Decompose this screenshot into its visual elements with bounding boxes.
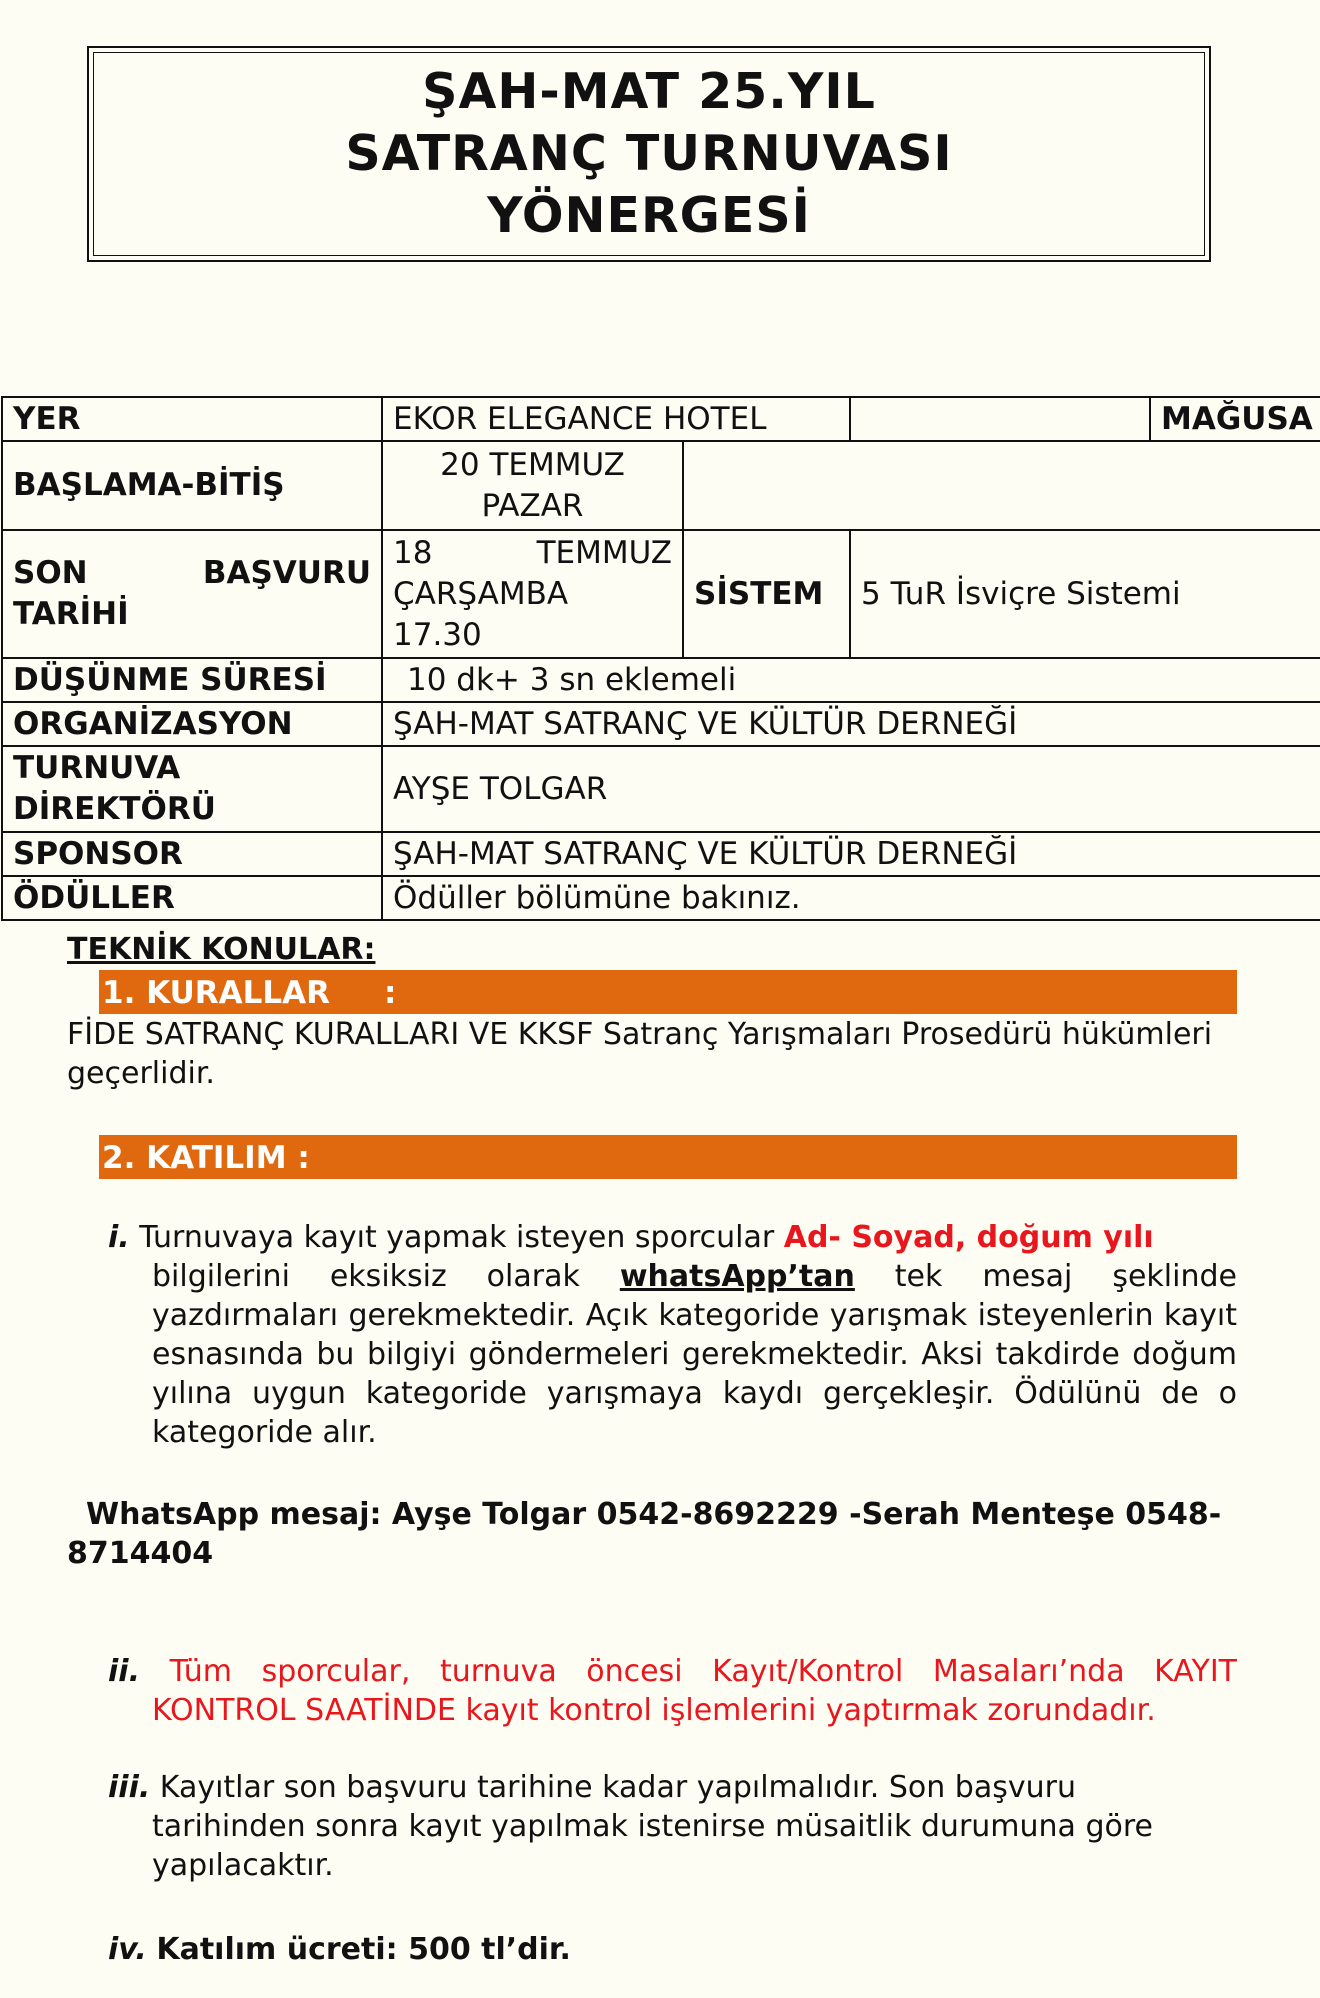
- direktor-label-line-1: TURNUVA: [13, 750, 181, 786]
- whatsapp-line-1: WhatsApp mesaj: Ayşe Tolgar 0542-8692229 -Serah Menteşe 0548-: [86, 1497, 1222, 1532]
- direktor-label: [2, 746, 382, 832]
- katilim-item-iii: [108, 1768, 1237, 1885]
- baslama-date: 20 TEMMUZ: [440, 446, 625, 483]
- sponsor-label: SPONSOR: [2, 832, 382, 876]
- son-value-month: TEMMUZ: [536, 534, 672, 571]
- son-value-day: 18: [393, 534, 433, 571]
- item-i-text-c: tek mesaj şeklinde yazdırmaları gerekmektedir. Açık kategoride yarışmak isteyenlerin kayıt esnasında bu bilgiyi göndermeleri gerekmektedir. Aksi takdirde doğum yılına uygun kategoride yarışmaya kaydı gerçekleşir. Ödülünü de o kategoride alır.: [152, 1259, 1237, 1450]
- kurallar-text-line-2: geçerlidir.: [67, 1056, 215, 1091]
- kurallar-text-line-1: FİDE SATRANÇ KURALLARI VE KKSF Satranç Yarışmaları Prosedürü hükümleri: [67, 1017, 1213, 1052]
- sistem-value: 5 TuR İsviçre Sistemi: [850, 530, 1320, 658]
- item-i-text-b: bilgilerini eksiksiz olarak: [152, 1259, 580, 1294]
- sure-value: 10 dk+ 3 sn eklemeli: [382, 658, 1320, 702]
- item-iv-number: iv.: [108, 1932, 147, 1967]
- baslama-label: BAŞLAMA-BİTİŞ: [2, 441, 382, 530]
- yer-value: EKOR ELEGANCE HOTEL: [382, 397, 850, 441]
- table-row-direktor: [2, 746, 1320, 832]
- teknik-konular-heading: TEKNİK KONULAR:: [67, 932, 376, 967]
- item-iii-number: iii.: [108, 1770, 151, 1805]
- oduller-label: ÖDÜLLER: [2, 876, 382, 920]
- oduller-value: Ödüller bölümüne bakınız.: [382, 876, 1320, 920]
- table-row-organizasyon: [2, 702, 1320, 746]
- table-row-oduller: [2, 876, 1320, 920]
- title-line-3: YÖNERGESİ: [487, 187, 811, 244]
- item-iv-text: Katılım ücreti: 500 tl’dir.: [156, 1932, 571, 1967]
- table-row-yer: [2, 397, 1320, 441]
- item-i-text-a: Turnuvaya kayıt yapmak isteyen sporcular: [139, 1220, 775, 1255]
- kurallar-heading-bar: 1. KURALLAR :: [99, 970, 1237, 1014]
- whatsapp-contact: [67, 1495, 1237, 1573]
- item-ii-text-2: KONTROL SAATİNDE kayıt kontrol işlemlerini yaptırmak zorundadır.: [152, 1693, 1156, 1728]
- table-row-sponsor: [2, 832, 1320, 876]
- son-label-word-2: BAŞVURU: [202, 555, 371, 591]
- info-table: [1, 396, 1320, 921]
- sure-label: DÜŞÜNME SÜRESİ: [2, 658, 382, 702]
- son-basvuru-label: [2, 530, 382, 658]
- item-i-required-fields: Ad- Soyad, doğum yılı: [783, 1220, 1154, 1255]
- son-value-time: 17.30: [393, 616, 482, 653]
- organizasyon-value: ŞAH-MAT SATRANÇ VE KÜLTÜR DERNEĞİ: [382, 702, 1320, 746]
- item-iii-text-3: yapılacaktır.: [152, 1848, 334, 1883]
- item-ii-text-1: Tüm sporcular, turnuva öncesi Kayıt/Kontrol Masaları’nda KAYIT: [169, 1654, 1237, 1689]
- organizasyon-label: ORGANİZASYON: [2, 702, 382, 746]
- yer-label: YER: [2, 397, 382, 441]
- baslama-empty-cell: [683, 441, 1320, 530]
- yer-city: MAĞUSA: [1150, 397, 1320, 441]
- item-ii-number: ii.: [108, 1654, 140, 1689]
- item-i-number: i.: [108, 1220, 130, 1255]
- katilim-item-ii: [108, 1652, 1237, 1730]
- baslama-value: [382, 441, 683, 530]
- title-line-2: SATRANÇ TURNUVASI: [345, 125, 953, 182]
- baslama-day: PAZAR: [481, 487, 584, 524]
- kurallar-text: [67, 1015, 1237, 1093]
- title-box: [87, 46, 1211, 262]
- item-i-continuation: [108, 1257, 1237, 1452]
- table-row-sure: [2, 658, 1320, 702]
- item-iii-text-2: tarihinden sonra kayıt yapılmak istenirse müsaitlik durumuna göre: [152, 1809, 1153, 1844]
- son-basvuru-value: [382, 530, 683, 658]
- sponsor-value: ŞAH-MAT SATRANÇ VE KÜLTÜR DERNEĞİ: [382, 832, 1320, 876]
- item-iii-text-1: Kayıtlar son başvuru tarihine kadar yapılmalıdır. Son başvuru: [159, 1770, 1076, 1805]
- table-row-baslama: [2, 441, 1320, 530]
- yer-empty-cell: [850, 397, 1150, 441]
- direktor-value: AYŞE TOLGAR: [382, 746, 1320, 832]
- sistem-label: SİSTEM: [683, 530, 850, 658]
- whatsapp-line-2: 8714404: [67, 1536, 214, 1571]
- title-line-1: ŞAH-MAT 25.YIL: [422, 63, 876, 120]
- katilim-item-iv: [108, 1930, 1237, 1969]
- katilim-item-i: [108, 1218, 1237, 1452]
- item-i-whatsapp-underlined: whatsApp’tan: [619, 1259, 855, 1294]
- title-inner-frame: [93, 52, 1205, 256]
- son-label-word-1: SON: [13, 555, 88, 591]
- son-label-word-3: TARİHİ: [13, 596, 129, 632]
- katilim-heading-bar: 2. KATILIM :: [99, 1135, 1237, 1179]
- table-row-son-basvuru: [2, 530, 1320, 658]
- son-value-weekday: ÇARŞAMBA: [393, 575, 569, 612]
- direktor-label-line-2: DİREKTÖRÜ: [13, 791, 216, 827]
